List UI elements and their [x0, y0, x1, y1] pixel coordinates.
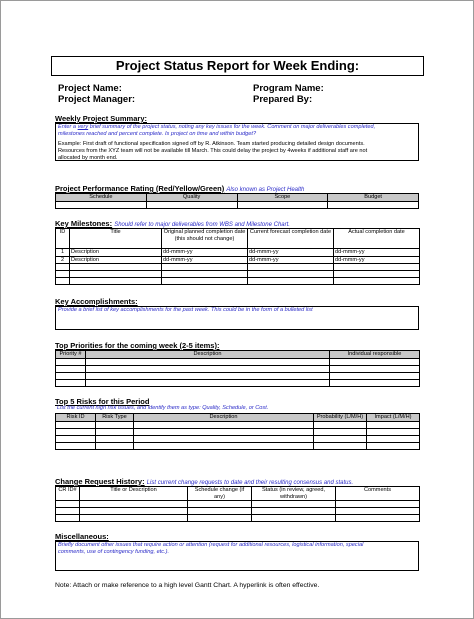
table-row[interactable]: [56, 501, 420, 508]
priorities-col-header: Description: [86, 351, 330, 359]
milestone-title[interactable]: Description: [70, 256, 162, 264]
priorities-table: [55, 350, 420, 387]
milestone-planned-date[interactable]: dd-mmm-yy: [162, 256, 248, 264]
accomplishments-box[interactable]: [55, 306, 419, 330]
change-heading: Change Request History: List current change requests to date and their resulting consensus and status.: [55, 477, 354, 486]
rating-cell[interactable]: [237, 201, 328, 208]
table-row[interactable]: [56, 358, 420, 365]
accomplishments-hint: Provide a brief list of key accomplishments for the past week. This could be in the form of a bulleted list: [58, 307, 313, 313]
misc-box[interactable]: [55, 541, 419, 571]
rating-cell[interactable]: [56, 201, 147, 208]
risks-col-header: Risk ID: [56, 414, 96, 422]
summary-example-line: allocated by month end.: [58, 155, 118, 161]
table-row[interactable]: [56, 442, 420, 449]
misc-hint-line: Briefly document other issues that require action or attention (request for additional resources, logistical information, special: [58, 542, 364, 548]
rating-cell[interactable]: [328, 201, 419, 208]
rating-col-header: Scope: [237, 194, 328, 202]
change-col-header: Comments: [336, 487, 420, 501]
table-row[interactable]: [56, 421, 420, 428]
summary-hint-line: milestones reached and percent complete. Is project on time and within budget?: [58, 131, 257, 137]
risks-col-header: Description: [134, 414, 314, 422]
table-row[interactable]: [56, 264, 420, 271]
change-requests-table: [55, 486, 420, 522]
milestone-planned-date[interactable]: dd-mmm-yy: [162, 249, 248, 257]
milestone-id: 2: [56, 256, 70, 264]
rating-heading: Project Performance Rating (Red/Yellow/Green) Also known as Project Health: [55, 184, 305, 193]
milestone-title[interactable]: Description: [70, 249, 162, 257]
program-name-label: Program Name:: [253, 83, 324, 94]
table-row[interactable]: [56, 428, 420, 435]
misc-hint-line: comments, use of contingency funding, etc.).: [58, 549, 170, 555]
priorities-heading: Top Priorities for the coming week (2-5 items):: [55, 341, 220, 350]
milestone-actual-date[interactable]: dd-mmm-yy: [334, 249, 420, 257]
milestone-actual-date[interactable]: dd-mmm-yy: [334, 256, 420, 264]
table-row: [56, 256, 420, 264]
table-row[interactable]: [56, 379, 420, 386]
summary-example-line: Example: First draft of functional specification signed off by R. Atkinson. Team started producing detailed design documents.: [58, 141, 365, 147]
table-row[interactable]: [56, 365, 420, 372]
change-col-header: Status (in review, agreed, withdrawn): [252, 487, 336, 501]
summary-hint-line: Enter a very brief summary of the project status, noting any key issues for the week. Comment on major deliverables completed,: [58, 124, 376, 130]
project-manager-label: Project Manager:: [58, 94, 136, 105]
project-name-label: Project Name:: [58, 83, 122, 94]
rating-table: [55, 193, 419, 209]
rating-col-header: Schedule: [56, 194, 147, 202]
summary-box[interactable]: [55, 123, 419, 161]
risks-col-header: Risk Type: [96, 414, 134, 422]
footer-note: Note: Attach or make reference to a high level Gantt Chart. A hyperlink is often effective.: [55, 582, 320, 589]
rating-col-header: Budget: [328, 194, 419, 202]
milestone-id: 1: [56, 249, 70, 257]
milestones-table: [55, 228, 420, 285]
risks-table: [55, 413, 420, 450]
milestones-col-header: Current forecast completion date: [248, 229, 334, 249]
table-row[interactable]: [56, 435, 420, 442]
milestones-heading: Key Milestones: Should refer to major deliverables from WBS and Milestone Chart.: [55, 219, 290, 228]
change-col-header: CR ID#: [56, 487, 80, 501]
change-col-header: Title or Description: [80, 487, 188, 501]
risks-hint: List the current high risk issues, and identify them as type: Quality, Schedule, or Cost.: [57, 405, 269, 411]
risks-heading: Top 5 Risks for this Period: [55, 397, 150, 406]
misc-heading: Miscellaneous:: [55, 532, 109, 541]
milestones-col-header: Title: [70, 229, 162, 249]
table-row[interactable]: [56, 508, 420, 515]
report-title: Project Status Report for Week Ending:: [51, 56, 424, 76]
table-row: [56, 249, 420, 257]
priorities-col-header: Individual responsible: [330, 351, 420, 359]
table-row[interactable]: [56, 278, 420, 285]
risks-col-header: Probability (L/M/H): [314, 414, 367, 422]
summary-heading: Weekly Project Summary:: [55, 114, 147, 123]
change-col-header: Schedule change (if any): [188, 487, 252, 501]
table-row[interactable]: [56, 372, 420, 379]
table-row[interactable]: [56, 515, 420, 522]
priorities-col-header: Priority #: [56, 351, 86, 359]
summary-example-line: Resources from the XYZ team will not be available till March. This could delay the project by 4weeks if additional staff are not: [58, 148, 368, 154]
prepared-by-label: Prepared By:: [253, 94, 313, 105]
milestones-col-header: Original planned completion date (this should not change): [162, 229, 248, 249]
table-row[interactable]: [56, 271, 420, 278]
milestone-forecast-date[interactable]: dd-mmm-yy: [248, 249, 334, 257]
rating-cell[interactable]: [146, 201, 237, 208]
milestones-col-header: ID: [56, 229, 70, 249]
rating-col-header: Quality: [146, 194, 237, 202]
risks-col-header: Impact (L/M/H): [367, 414, 420, 422]
milestone-forecast-date[interactable]: dd-mmm-yy: [248, 256, 334, 264]
accomplishments-heading: Key Accomplishments:: [55, 297, 138, 306]
milestones-col-header: Actual completion date: [334, 229, 420, 249]
